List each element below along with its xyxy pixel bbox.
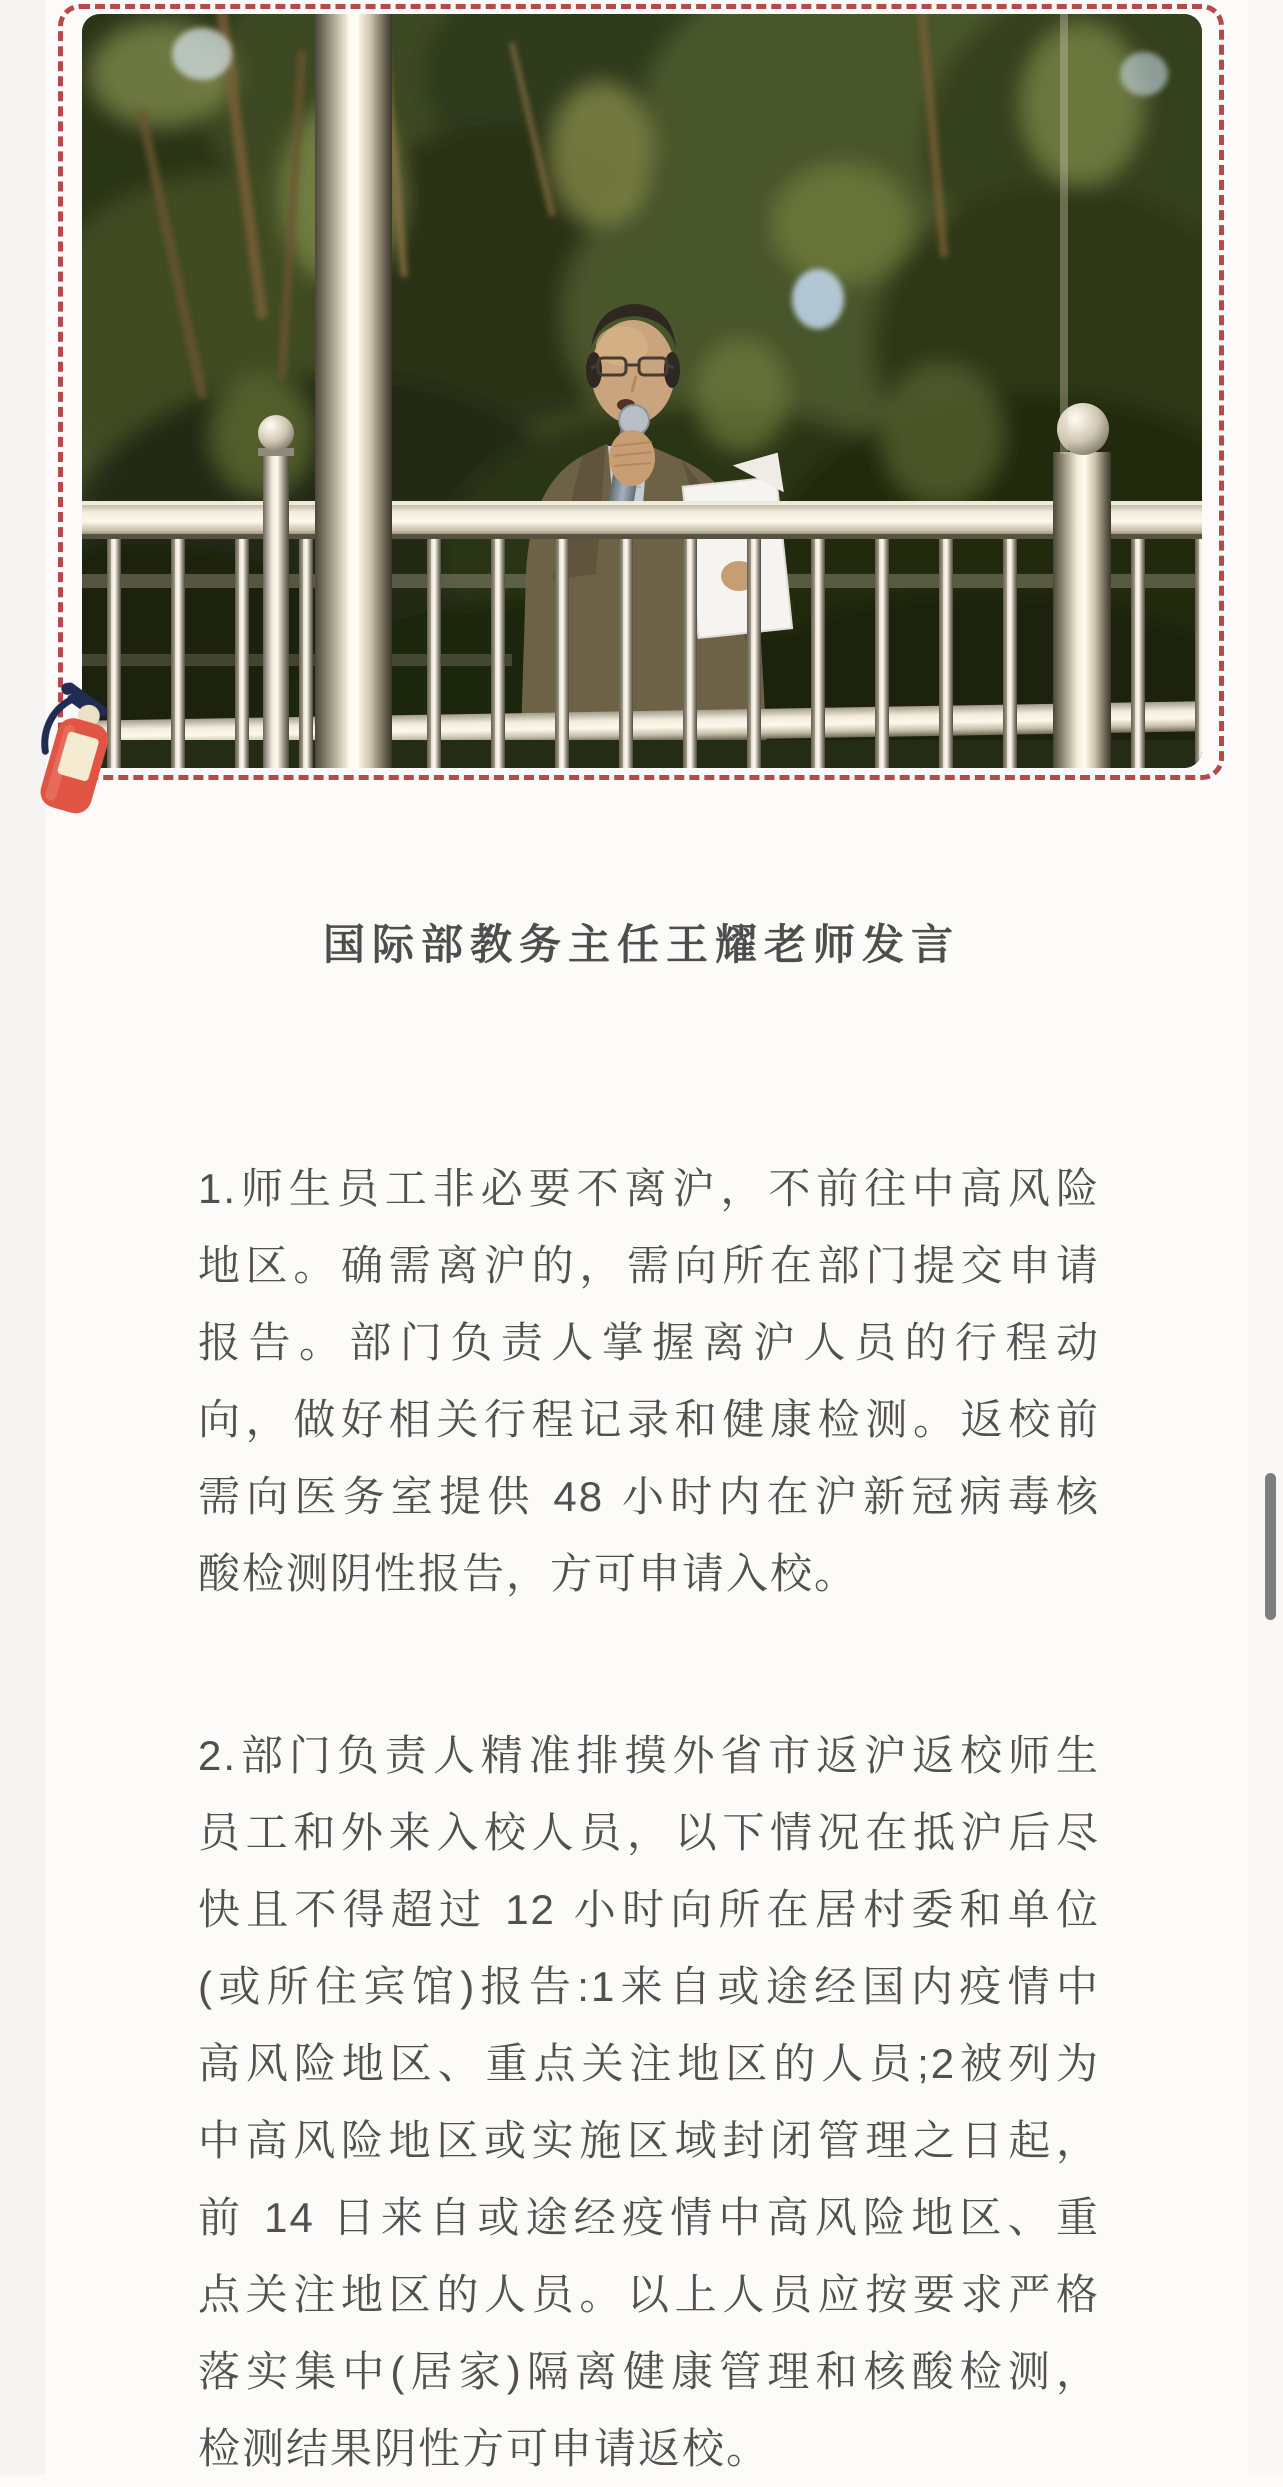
text-line: (或所住宾馆)报告:1来自或途经国内疫情中	[198, 1963, 1100, 2010]
right-gutter	[1248, 0, 1283, 2475]
text-line: 中高风险地区或实施区域封闭管理之日起，	[198, 2117, 1100, 2164]
article-title: 国际部教务主任王耀老师发言	[322, 921, 960, 968]
text-line: 酸检测阴性报告，方可申请入校。	[198, 1550, 859, 1597]
paragraph-1	[198, 1150, 1100, 1612]
text-line: 落实集中(居家)隔离健康管理和核酸检测，	[198, 2348, 1100, 2395]
text-line: 检测结果阴性方可申请返校。	[198, 2425, 771, 2472]
scrollbar-thumb[interactable]	[1265, 1473, 1276, 1620]
speech-photo	[82, 14, 1202, 768]
speech-photo-graphic	[82, 14, 1202, 768]
text-line: 员工和外来入校人员，以下情况在抵沪后尽	[198, 1809, 1100, 1856]
text-line: 2.部门负责人精准排摸外省市返沪返校师生	[198, 1732, 1100, 1779]
text-line: 前 14 日来自或途经疫情中高风险地区、重	[198, 2194, 1100, 2241]
text-line: 1.师生员工非必要不离沪，不前往中高风险	[198, 1165, 1100, 1212]
text-line: 报告。部门负责人掌握离沪人员的行程动	[198, 1319, 1100, 1366]
text-line: 高风险地区、重点关注地区的人员;2被列为	[198, 2040, 1100, 2087]
text-line: 快且不得超过 12 小时向所在居村委和单位	[198, 1886, 1100, 1933]
text-line: 地区。确需离沪的，需向所在部门提交申请	[198, 1242, 1100, 1289]
text-line: 向，做好相关行程记录和健康检测。返校前	[198, 1396, 1100, 1443]
text-line: 需向医务室提供 48 小时内在沪新冠病毒核	[198, 1473, 1100, 1520]
paragraph-2	[198, 1717, 1100, 2487]
left-gutter	[0, 0, 46, 2475]
text-line: 点关注地区的人员。以上人员应按要求严格	[198, 2271, 1100, 2318]
